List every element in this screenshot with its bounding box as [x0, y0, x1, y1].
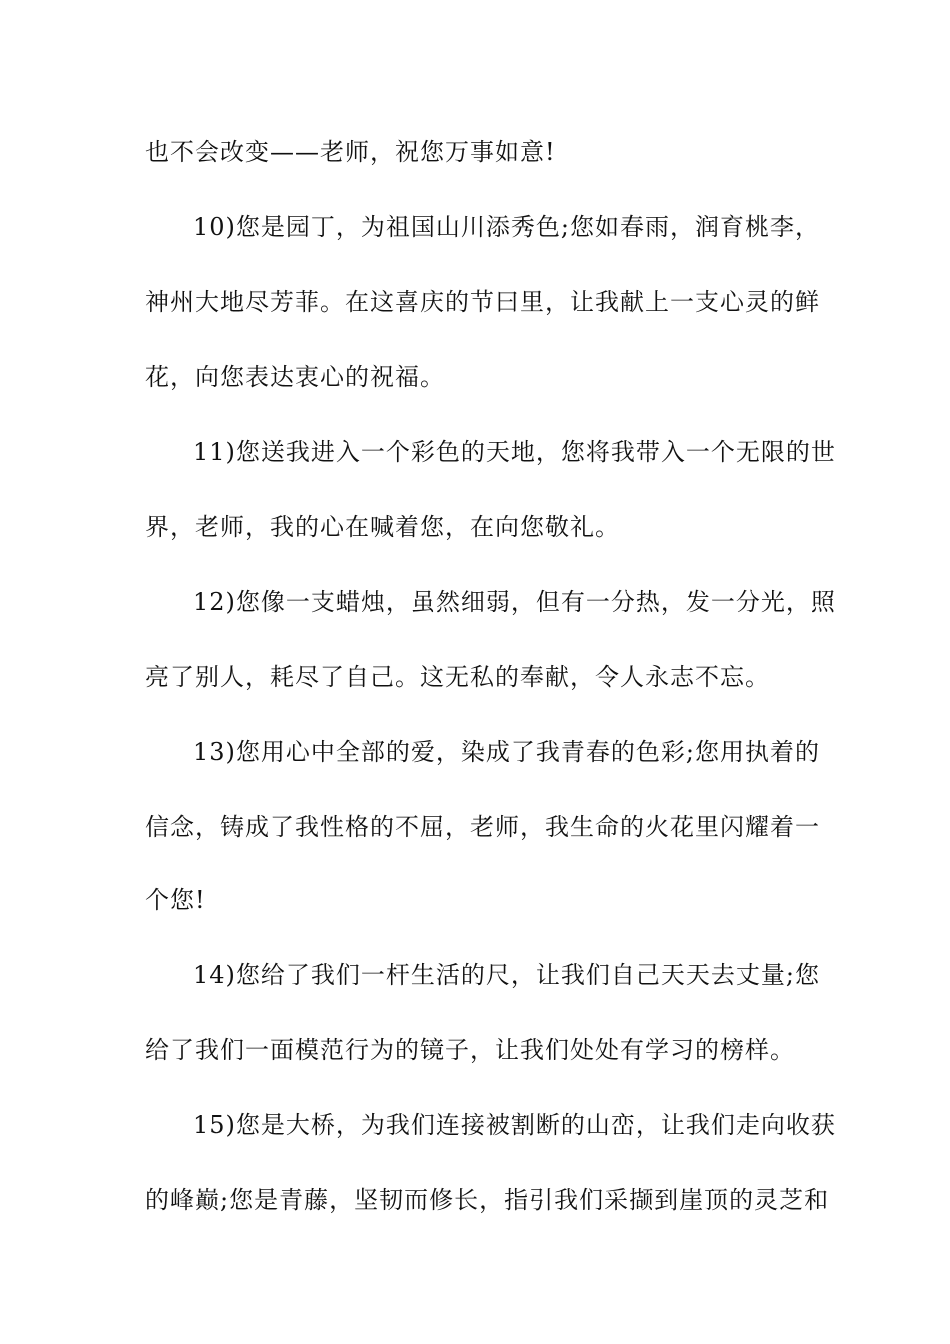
- text-line-3: 神州大地尽芳菲。在这喜庆的节曰里，让我献上一支心灵的鲜: [145, 288, 820, 316]
- text-line-10: 信念，铸成了我性格的不屈，老师，我生命的火花里闪耀着一: [145, 813, 820, 841]
- text-line-4: 花，向您表达衷心的祝福。: [145, 363, 445, 391]
- text-line-15: 的峰巅;您是青藤，坚韧而修长，指引我们采撷到崖顶的灵芝和: [145, 1186, 830, 1214]
- text-line-8: 亮了别人，耗尽了自己。这无私的奉献，令人永志不忘。: [145, 663, 770, 691]
- text-line-9: 13)您用心中全部的爱，染成了我青春的色彩;您用执着的: [193, 738, 820, 766]
- text-line-14: 15)您是大桥，为我们连接被割断的山峦，让我们走向收获: [193, 1111, 836, 1139]
- text-line-2: 10)您是园丁，为祖国山川添秀色;您如春雨，润育桃李，: [193, 213, 820, 241]
- text-line-12: 14)您给了我们一杆生活的尺，让我们自己天天去丈量;您: [193, 961, 820, 989]
- text-line-5: 11)您送我进入一个彩色的天地，您将我带入一个无限的世: [193, 438, 836, 466]
- text-line-7: 12)您像一支蜡烛，虽然细弱，但有一分热，发一分光，照: [193, 588, 836, 616]
- text-line-6: 界，老师，我的心在喊着您，在向您敬礼。: [145, 513, 620, 541]
- text-line-11: 个您!: [145, 886, 206, 914]
- text-line-1: 也不会改变——老师，祝您万事如意!: [145, 138, 556, 166]
- text-line-13: 给了我们一面模范行为的镜子，让我们处处有学习的榜样。: [145, 1036, 795, 1064]
